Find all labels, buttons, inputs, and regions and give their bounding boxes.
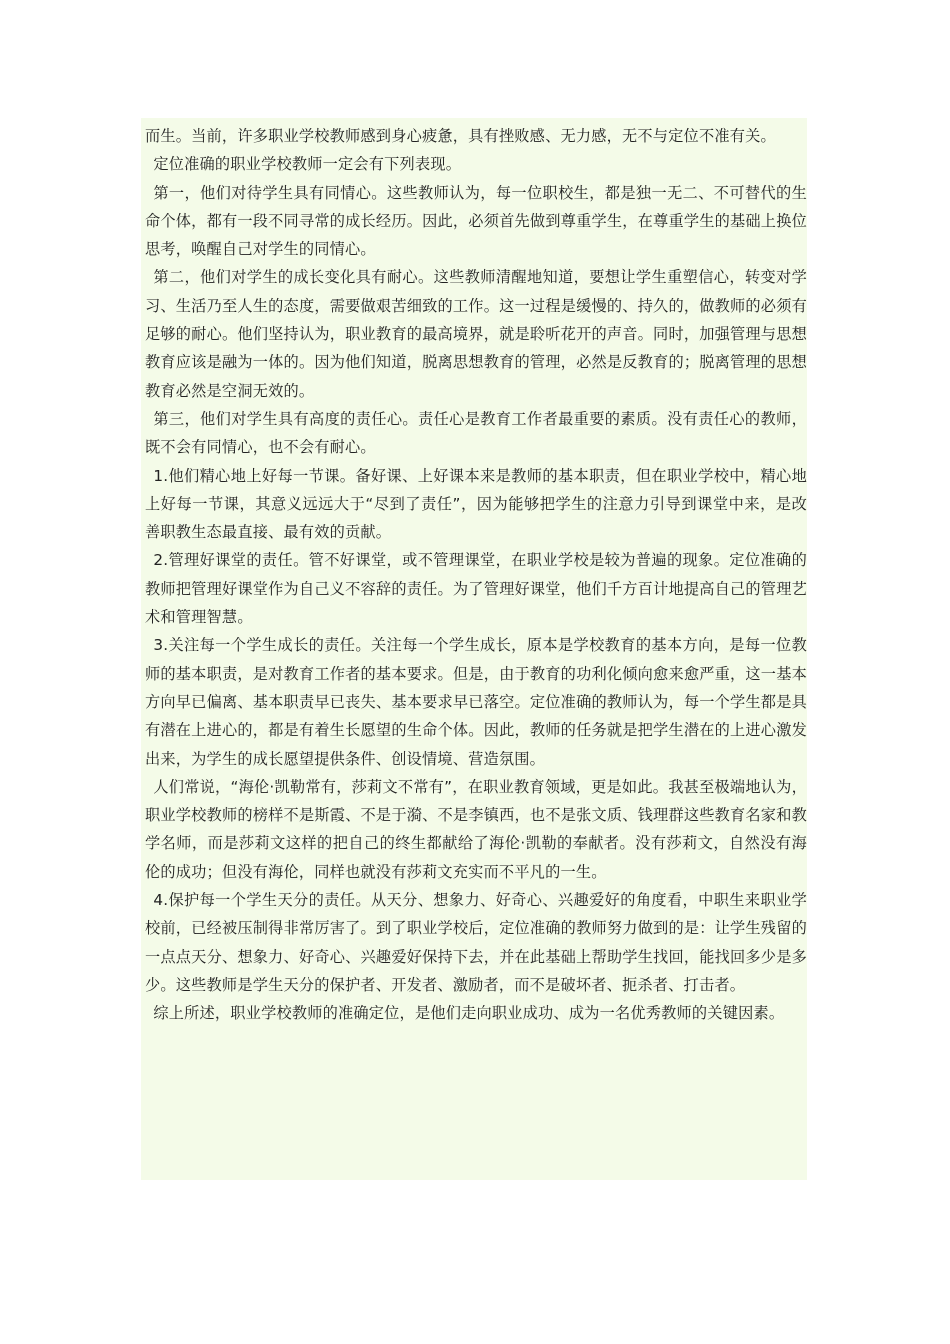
- paragraph-second-patience: 第二，他们对学生的成长变化具有耐心。这些教师清醒地知道，要想让学生重塑信心，转变对学习、生活乃至人生的态度，需要做艰苦细致的工作。这一过程是缓慢的、持久的，做教师的必须有足够的耐心。他们坚持认为，职业教育的最高境界，就是聆听花开的声音。同时，加强管理与思想教育应该是融为一体的。因为他们知道，脱离思想教育的管理，必然是反教育的；脱离管理的思想教育必然是空洞无效的。: [145, 268, 807, 400]
- paragraph-first-sympathy: 第一，他们对待学生具有同情心。这些教师认为，每一位职校生，都是独一无二、不可替代的生命个体，都有一段不同寻常的成长经历。因此，必须首先做到尊重学生，在尊重学生的基础上换位思考，唤醒自己对学生的同情心。: [145, 183, 807, 259]
- article-text-block: [141, 118, 807, 1180]
- paragraph-third-responsibility: 第三，他们对学生具有高度的责任心。责任心是教育工作者最重要的素质。没有责任心的教师，既不会有同情心，也不会有耐心。: [145, 409, 807, 457]
- paragraph-sullivan: 人们常说，“海伦·凯勒常有，莎莉文不常有”，在职业教育领域，更是如此。我甚至极端地认为，职业学校教师的榜样不是斯霞、不是于漪、不是李镇西，也不是张文质、钱理群这些教育名家和教学名师，而是莎莉文这样的把自己的终生都献给了海伦·凯勒的奉献者。没有莎莉文，自然没有海伦的成功；但没有海伦，同样也就没有莎莉文充实而不平凡的一生。: [145, 777, 807, 881]
- paragraph-item-2: 2.管理好课堂的责任。管不好课堂，或不管理课堂，在职业学校是较为普遍的现象。定位准确的教师把管理好课堂作为自己义不容辞的责任。为了管理好课堂，他们千方百计地提高自己的管理艺术和管理智慧。: [145, 551, 807, 627]
- paragraph-intro: 定位准确的职业学校教师一定会有下列表现。: [153, 155, 462, 174]
- paragraph-item-4: 4.保护每一个学生天分的责任。从天分、想象力、好奇心、兴趣爱好的角度看，中职生来职业学校前，已经被压制得非常厉害了。到了职业学校后，定位准确的教师努力做到的是：让学生残留的一点点天分、想象力、好奇心、兴趣爱好保持下去，并在此基础上帮助学生找回，能找回多少是多少。这些教师是学生天分的保护者、开发者、激励者，而不是破坏者、扼杀者、打击者。: [145, 891, 807, 994]
- paragraph-conclusion: 综上所述，职业学校教师的准确定位，是他们走向职业成功、成为一名优秀教师的关键因素。: [153, 1004, 785, 1023]
- paragraph-item-3: 3.关注每一个学生成长的责任。关注每一个学生成长，原本是学校教育的基本方向，是每一位教师的基本职责，是对教育工作者的基本要求。但是，由于教育的功利化倾向愈来愈严重，这一基本方向早已偏离、基本职责早已丧失、基本要求早已落空。定位准确的教师认为，每一个学生都是具有潜在上进心的，都是有着生长愿望的生命个体。因此，教师的任务就是把学生潜在的上进心激发出来，为学生的成长愿望提供条件、创设情境、营造氛围。: [145, 636, 807, 768]
- paragraph-continuation: 而生。当前，许多职业学校教师感到身心疲惫，具有挫败感、无力感，无不与定位不准有关。: [145, 127, 776, 145]
- paragraph-item-1: 1.他们精心地上好每一节课。备好课、上好课本来是教师的基本职责，但在职业学校中，精心地上好每一节课，其意义远远大于“尽到了责任”，因为能够把学生的注意力引导到课堂中来，是改善职教生态最直接、最有效的贡献。: [145, 466, 807, 542]
